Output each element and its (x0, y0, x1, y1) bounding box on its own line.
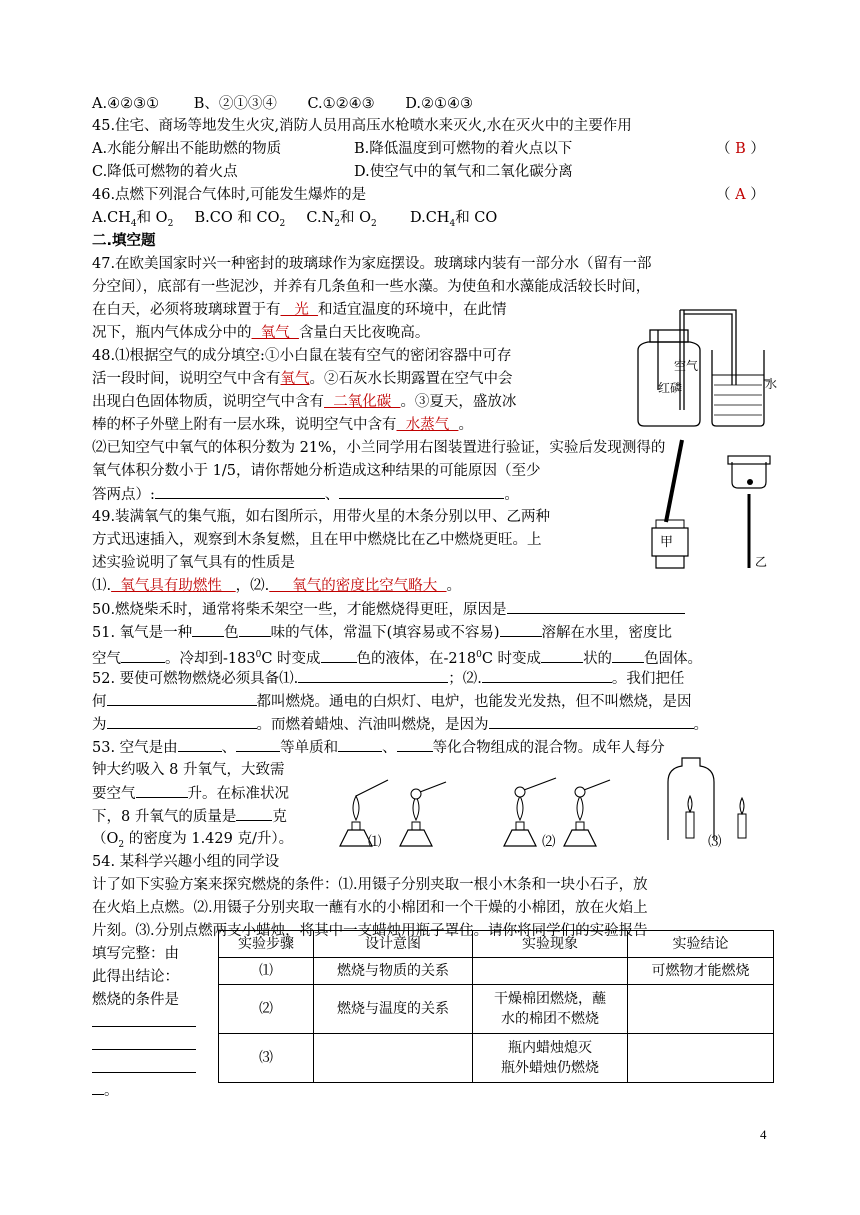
air-experiment-figure (628, 300, 778, 430)
q50: 50.燃烧柴禾时，通常将柴禾架空一些，才能燃烧得更旺，原因是 (92, 599, 685, 620)
q53-line2: 钟大约吸入 8 升氧气，大致需 (92, 762, 285, 778)
table-cell: ⑵ (219, 985, 314, 1034)
q48-line2: 活一段时间，说明空气中含有氧气。②石灰水长期露置在空气中会 (92, 371, 513, 387)
q49-line4: ⑴. 氧气具有助燃性 ，⑵. 氧气的密度比空气略大 。 (92, 578, 462, 594)
q52-line1: 52. 要使可燃物燃烧必须具备⑴. ；⑵. 。我们把任 (92, 668, 684, 689)
q48-line1: 48.⑴根据空气的成分填空:①小白鼠在装有空气的密闭容器中可存 (92, 348, 512, 364)
burner-figure-1 (328, 760, 448, 850)
table-row (219, 1034, 774, 1083)
q46-option-a: $A.CH_4$和 $O_2$ (92, 210, 174, 229)
table-cell: ⑴ (219, 958, 314, 985)
table-header: 实验结论 (628, 931, 774, 958)
q54-line2: 计了如下实验方案来探究燃烧的条件：⑴.用镊子分别夹取一根小木条和一块小石子，放 (92, 877, 648, 893)
q47-line3: 在白天，必须将玻璃球置于有 光 和适宜温度的环境中，在此情 (92, 302, 507, 318)
q54-line1: 54. 某科学兴趣小组的同学设 (92, 854, 280, 870)
q44-option-d: D.②①④③ (405, 96, 473, 112)
q54-blank-4: 。 (92, 1080, 119, 1101)
q46-answer: （ A ） (716, 187, 765, 203)
table-cell: 燃烧与物质的关系 (314, 958, 473, 985)
q49-line1: 49.装满氧气的集气瓶，如右图所示，用带火星的木条分别以甲、乙两种 (92, 509, 551, 525)
label-yi: 乙 (755, 555, 768, 569)
q46-options (92, 208, 497, 234)
q45-option-a: A.水能分解出不能助燃的物质 (92, 141, 282, 157)
table-header: 实验现象 (473, 931, 628, 958)
q46-option-d: $D.CH_4$和 CO (409, 210, 498, 229)
candle-figure (660, 752, 760, 842)
fig48-label-phosphorus: 红磷 (658, 381, 683, 395)
table-header: 实验步骤 (219, 931, 314, 958)
q53-line4: 下，8 升氧气的质量是 克 (92, 806, 287, 827)
table-cell (628, 985, 774, 1034)
table-cell (628, 1034, 774, 1083)
q44-option-a: A.④②③① (92, 96, 160, 112)
q48-line6: 氧气体积分数小于 1/5，请你帮她分析造成这种结果的可能原因（至少 (92, 463, 541, 479)
q44-option-b: B、②①③④ (193, 96, 277, 112)
experiment-report-table (218, 930, 774, 1083)
table-header-row (219, 931, 774, 958)
q54-side2: 此得出结论： (92, 969, 179, 985)
table-cell: 瓶内蜡烛熄灭 瓶外蜡烛仍燃烧 (473, 1034, 628, 1083)
q44-options (92, 94, 473, 114)
table-header: 设计意图 (314, 931, 473, 958)
q48-answer-3: 水蒸气 (396, 417, 459, 433)
q48-line7: 答两点）: 、 。 (92, 484, 519, 505)
q48-line5: ⑵已知空气中氧气的体积分数为 21%，小兰同学用右图装置进行验证，实验后发现测得的 (92, 440, 666, 456)
q53-line5: （$O_2$ 的密度为 1.429 克/升）。 (92, 831, 294, 850)
q44-option-c: C.①②④③ (307, 96, 375, 112)
q47-answer-1: 光 (280, 302, 319, 318)
q48-line3: 出现白色固体物质，说明空气中含有 二氧化碳 。③夏天，盛放冰 (92, 394, 517, 410)
fig-label-3: ⑶ (708, 834, 722, 850)
fig-label-1: ⑴ (368, 834, 382, 850)
q54-side1: 填写完整：由 (92, 946, 179, 962)
q49-line2: 方式迅速插入，观察到木条复燃，且在甲中燃烧比在乙中燃烧更旺。上 (92, 532, 542, 548)
oxygen-jar-figure (640, 432, 780, 572)
q49-answer-1: 氧气具有助燃性 (111, 578, 236, 594)
q54-blank-1 (92, 1012, 196, 1033)
table-cell: 燃烧与温度的关系 (314, 985, 473, 1034)
q45-option-c: C.降低可燃物的着火点 (92, 164, 238, 180)
q46-stem: 46.点燃下列混合气体时,可能发生爆炸的是 (92, 187, 367, 203)
page-number: 4 (760, 1127, 767, 1142)
q51-line2: 空气 。冷却到$-183^0C$ 时变成 色的液体，在$-218^0C$ 时变成 状的 色固体。 (92, 645, 702, 669)
q45-option-d: D.使空气中的氧气和二氧化碳分离 (354, 164, 573, 180)
q49-line3: 述实验说明了氧气具有的性质是 (92, 555, 295, 571)
q54-blank-2 (92, 1035, 196, 1056)
q48-line4: 棒的杯子外壁上附有一层水珠，说明空气中含有 水蒸气 。 (92, 417, 473, 433)
q54-line3: 在火焰上点燃。⑵.用镊子分别夹取一蘸有水的小棉团和一个干燥的小棉团，放在火焰上 (92, 900, 648, 916)
q53-line3: 要空气 升。在标准状况 (92, 783, 289, 804)
q47-line2: 分空间），底部有一些泥沙，并养有几条鱼和一些水藻。为使鱼和水藻能成活较长时间， (92, 279, 651, 295)
table-row (219, 958, 774, 985)
q45-answer: （ B ） (716, 141, 765, 157)
q45-stem: 45.住宅、商场等地发生火灾,消防人员用高压水枪喷水来灭火,水在灭火中的主要作用 (92, 118, 632, 134)
fig-label-2: ⑵ (542, 834, 556, 850)
fig48-label-air: 空气 (674, 359, 699, 373)
table-row (219, 985, 774, 1034)
q47-line4: 况下，瓶内气体成分中的 氧气 含量白天比夜晚高。 (92, 325, 430, 341)
q46-option-c: $C.N_2$和 $O_2$ (306, 210, 377, 229)
q54-side3: 燃烧的条件是 (92, 992, 179, 1008)
q51-line1: 51. 氧气是一种 色 味的气体，常温下(填容易或不容易) 溶解在水里，密度比 (92, 622, 672, 643)
q53-line1: 53. 空气是由 、 等单质和 、 等化合物组成的混合物。成年人每分 (92, 737, 665, 758)
table-cell: ⑶ (219, 1034, 314, 1083)
q54-blank-3 (92, 1058, 196, 1079)
q47-answer-2: 氧气 (251, 325, 299, 341)
table-cell: 干燥棉团燃烧，蘸 水的棉团不燃烧 (473, 985, 628, 1034)
q49-answer-2: 氧气的密度比空气略大 (269, 578, 447, 594)
q48-answer-1: 氧气 (280, 371, 310, 387)
q47-line1: 47.在欧美国家时兴一种密封的玻璃球作为家庭摆设。玻璃球内装有一部分水（留有一部 (92, 256, 652, 272)
section-heading: 二.填空题 (92, 233, 156, 249)
table-cell: 可燃物才能燃烧 (628, 958, 774, 985)
fig48-label-water: 水 (765, 377, 778, 391)
q52-line2: 何 都叫燃烧。通电的白炽灯、电炉，也能发光发热，但不叫燃烧，是因 (92, 691, 692, 712)
q46-option-b: B.CO 和 $CO_2$ (194, 210, 286, 229)
table-cell (314, 1034, 473, 1083)
q54-line4: 片刻。⑶.分别点燃两支小蜡烛，将其中一支蜡烛用瓶子罩住。请你将同学们的实验报告 (92, 923, 648, 939)
q48-answer-2: 二氧化碳 (324, 394, 401, 410)
q52-line3: 为 。而燃着蜡烛、汽油叫燃烧，是因为 。 (92, 714, 708, 735)
q45-option-b: B.降低温度到可燃物的着火点以下 (354, 141, 573, 157)
q45-options-ab (92, 139, 573, 159)
q45-options-cd (92, 162, 573, 182)
table-cell (473, 958, 628, 985)
label-jia: 甲 (660, 535, 674, 550)
